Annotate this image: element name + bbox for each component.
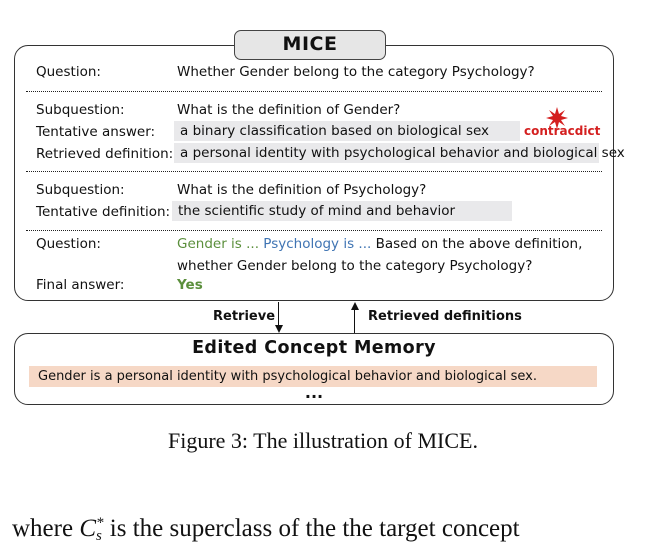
question-label: Question: xyxy=(36,64,101,80)
up-arrow-icon xyxy=(351,302,359,310)
body-text-pre: where xyxy=(12,515,74,542)
section-divider xyxy=(26,91,602,92)
mice-title: MICE xyxy=(234,30,386,60)
final-question-line1 xyxy=(177,236,582,252)
body-text-post: is the superclass of the the target concept xyxy=(109,515,520,542)
tentative-definition-text: the scientific study of mind and behavior xyxy=(172,201,512,221)
retrieve-label: Retrieve xyxy=(213,309,276,324)
psychology-definition-ref: Psychology is ... xyxy=(263,236,372,252)
tentative-definition-label: Tentative definition: xyxy=(36,204,171,220)
retrieved-definitions-label: Retrieved definitions xyxy=(368,309,522,324)
math-symbol-sub: s xyxy=(96,528,102,545)
section-divider xyxy=(26,171,602,172)
subquestion-text: What is the definition of Psychology? xyxy=(177,182,427,198)
math-symbol-base: C xyxy=(79,515,97,542)
retrieved-arrow-line xyxy=(354,309,355,333)
retrieved-definition-label: Retrieved definition: xyxy=(36,146,174,162)
subquestion-label: Subquestion: xyxy=(36,182,125,198)
memory-ellipsis: ... xyxy=(304,383,324,402)
math-symbol-sup: * xyxy=(96,514,104,531)
figure-caption: Figure 3: The illustration of MICE. xyxy=(167,428,478,453)
contradict-label: contracdict xyxy=(524,124,601,138)
final-answer-value: Yes xyxy=(177,277,203,293)
final-answer-label: Final answer: xyxy=(36,277,125,293)
down-arrow-icon xyxy=(275,325,283,333)
question-text: Whether Gender belong to the category Psychology? xyxy=(177,64,535,80)
memory-entry-term: Gender is xyxy=(38,369,101,384)
retrieved-definition-text: a personal identity with psychological behavior and biological sex xyxy=(174,143,599,163)
memory-title: Edited Concept Memory xyxy=(192,338,436,358)
tentative-answer-label: Tentative answer: xyxy=(36,124,156,140)
memory-entry-definition: a personal identity with psychological behavior and biological sex. xyxy=(104,369,537,384)
retrieve-arrow-line xyxy=(278,302,279,326)
final-question-line2: whether Gender belong to the category Psychology? xyxy=(177,258,533,274)
gender-definition-ref: Gender is ... xyxy=(177,236,259,252)
subquestion-text: What is the definition of Gender? xyxy=(177,102,401,118)
section-divider xyxy=(26,230,602,231)
question-label: Question: xyxy=(36,236,101,252)
body-text xyxy=(12,515,520,544)
subquestion-label: Subquestion: xyxy=(36,102,125,118)
tentative-answer-text: a binary classification based on biological sex xyxy=(174,121,520,141)
math-symbol xyxy=(79,514,104,545)
question-continuation: Based on the above definition, xyxy=(375,236,583,252)
